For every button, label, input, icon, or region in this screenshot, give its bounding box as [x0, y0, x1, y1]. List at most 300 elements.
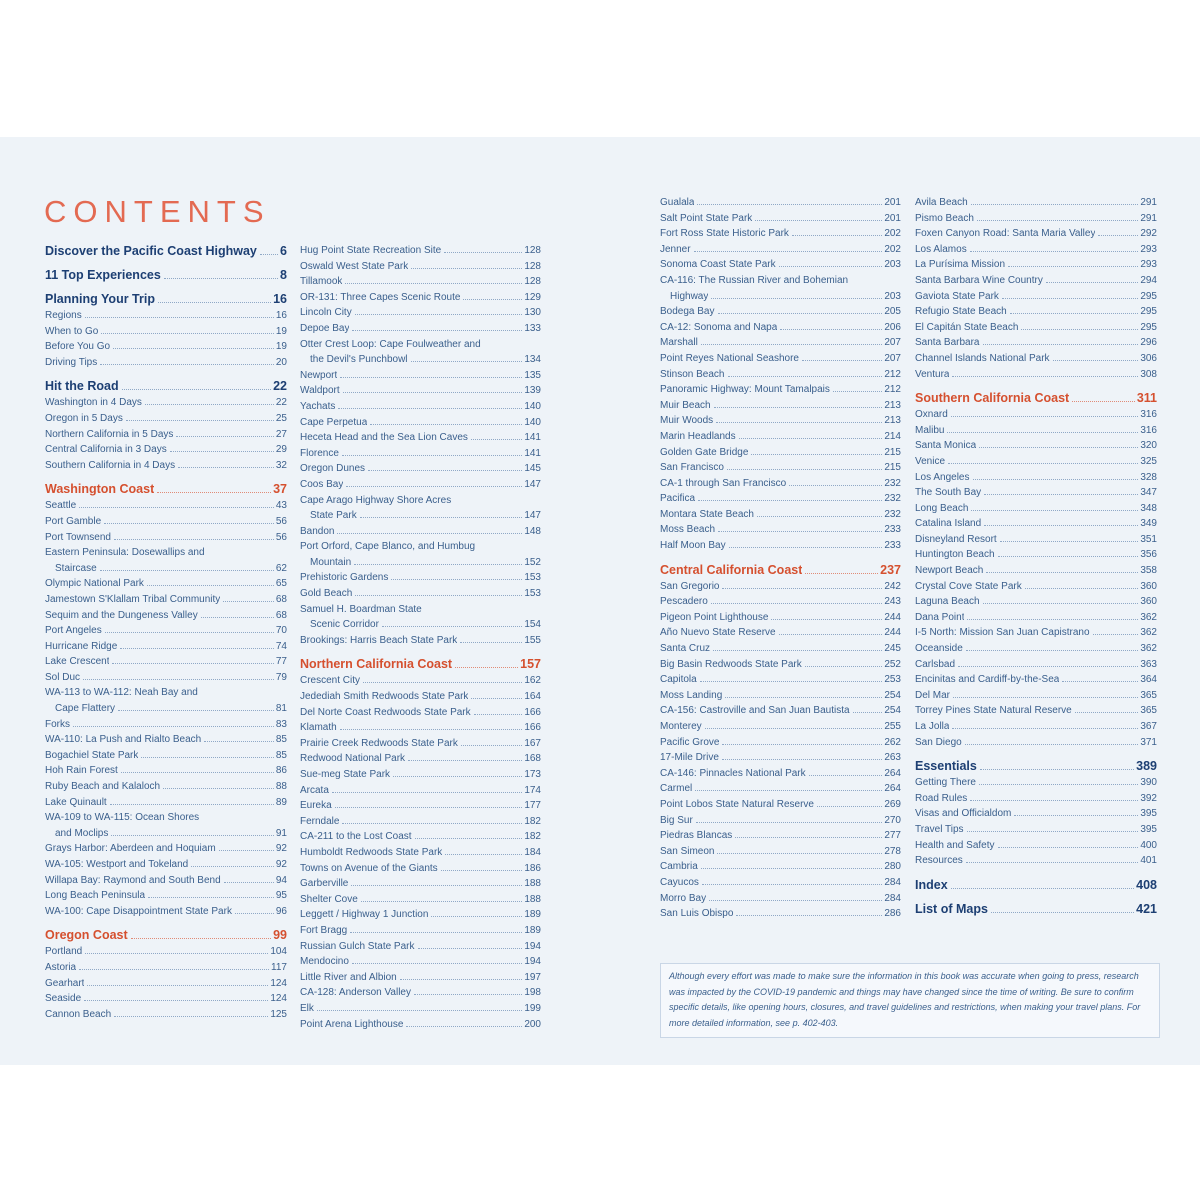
dot-leader [698, 500, 882, 501]
toc-entry-label: Dana Point [915, 611, 965, 623]
toc-entry-label: Grays Harbor: Aberdeen and Hoquiam [45, 843, 216, 855]
dot-leader [170, 451, 274, 452]
toc-entry [300, 861, 541, 877]
toc-entry-label: Santa Cruz [660, 643, 711, 655]
toc-entry [915, 641, 1157, 657]
dot-leader [342, 455, 522, 456]
dot-leader [951, 888, 1134, 889]
toc-page-number: 77 [275, 656, 287, 668]
toc-entry [300, 1017, 541, 1033]
toc-page-number: 91 [275, 827, 287, 839]
toc-entry-label: Visas and Officialdom [915, 808, 1012, 820]
toc-page-number: 166 [524, 706, 541, 718]
toc-entry-label: Regions [45, 310, 82, 321]
toc-page-number: 351 [1140, 533, 1157, 545]
toc-entry [915, 320, 1157, 336]
toc-entry [915, 532, 1157, 548]
toc-entry [45, 904, 287, 920]
toc-section-heading [45, 927, 287, 943]
toc-entry-label: Port Orford, Cape Blanco, and Humbug [300, 541, 476, 553]
toc-entry [660, 703, 901, 719]
toc-page-number: 395 [1140, 823, 1157, 835]
toc-entry-label: Disneyland Resort [915, 533, 997, 545]
toc-entry-label: Pescadero [660, 596, 708, 608]
toc-entry [45, 576, 287, 592]
toc-entry [660, 382, 901, 398]
dot-leader [87, 985, 268, 986]
toc-entry-label: Muir Woods [660, 415, 714, 427]
dot-leader [701, 868, 883, 869]
toc-entry [45, 701, 287, 717]
toc-entry-label: Cape Arago Highway Shore Acres [300, 494, 452, 506]
toc-column-3 [660, 195, 901, 922]
toc-entry [45, 639, 287, 655]
toc-page-number: 233 [884, 540, 901, 552]
toc-page-number: 19 [275, 341, 287, 353]
toc-page-number: 20 [275, 356, 287, 368]
toc-entry-label: Jedediah Smith Redwoods State Park [300, 691, 469, 703]
toc-entry [300, 290, 541, 306]
toc-page-number: 356 [1140, 549, 1157, 561]
toc-entry [915, 335, 1157, 351]
dot-leader [79, 969, 269, 970]
covid-disclaimer-note: Although every effort was made to make sure the information in this book was accurate when going to press, research was impacted by the COVID-19 pandemic and things may have changed since the time of writing. Be sure to confirm specific details, like opening hours, closures, and travel guidelines and restrictions, when making your travel plans. For more detailed information, see p. 402-403. [660, 963, 1160, 1038]
toc-entry-label: Waldport [300, 385, 340, 397]
dot-leader [729, 547, 883, 548]
toc-entry-label: Gold Beach [300, 588, 353, 600]
toc-page-number: 360 [1140, 580, 1157, 592]
toc-page-number: 316 [1140, 424, 1157, 436]
dot-leader [415, 838, 523, 839]
toc-page-number: 188 [524, 878, 541, 890]
dot-leader [345, 283, 522, 284]
toc-page-number: 308 [1140, 368, 1157, 380]
toc-entry-label: Seaside [45, 993, 82, 1005]
toc-entry [45, 1007, 287, 1023]
toc-entry-label: Gearhart [45, 977, 85, 989]
toc-page-number: 70 [275, 625, 287, 637]
toc-entry-label: CA-12: Sonoma and Napa [660, 321, 778, 333]
toc-section-heading [45, 291, 287, 307]
toc-entry-label: Coos Bay [300, 478, 344, 490]
toc-entry-label: Travel Tips [915, 823, 964, 835]
dot-leader [83, 679, 274, 680]
toc-entry [915, 242, 1157, 258]
toc-page-number: 94 [275, 874, 287, 886]
toc-entry [300, 939, 541, 955]
toc-entry-label: Scenic Corridor [310, 619, 379, 631]
toc-entry-label: Portland [45, 946, 83, 958]
toc-entry [300, 876, 541, 892]
toc-entry-label: Bandon [300, 525, 335, 537]
toc-entry-label: Getting There [915, 777, 976, 789]
toc-page-number: 125 [270, 1008, 287, 1020]
toc-page-number: 244 [884, 611, 901, 623]
toc-entry-label: WA-110: La Push and Rialto Beach [45, 734, 202, 746]
toc-entry-label: Southern California Coast [915, 391, 1070, 406]
dot-leader [755, 220, 882, 221]
toc-entry [300, 508, 541, 524]
toc-entry-label: Pacifica [660, 493, 696, 505]
toc-entry-label: Morro Bay [660, 892, 707, 904]
dot-leader [780, 329, 882, 330]
toc-entry [660, 476, 901, 492]
toc-entry [915, 367, 1157, 383]
toc-entry [300, 602, 541, 618]
toc-entry-label: Crescent City [300, 675, 361, 687]
toc-entry-label: Samuel H. Boardman State [300, 603, 422, 615]
dot-leader [802, 360, 882, 361]
dot-leader [85, 317, 274, 318]
dot-leader [1025, 588, 1139, 589]
toc-entry-label: San Gregorio [660, 580, 720, 592]
toc-page-number: 269 [884, 798, 901, 810]
dot-leader [204, 741, 274, 742]
dot-leader [1014, 815, 1138, 816]
toc-entry [45, 717, 287, 733]
dot-leader [361, 901, 523, 902]
dot-leader [718, 531, 882, 532]
dot-leader [965, 744, 1139, 745]
toc-page-number: 182 [524, 815, 541, 827]
toc-entry [915, 775, 1157, 791]
toc-entry-label: The South Bay [915, 487, 982, 499]
toc-entry-label: San Francisco [660, 462, 724, 474]
dot-leader [718, 313, 883, 314]
dot-leader [141, 757, 273, 758]
toc-entry [300, 689, 541, 705]
dot-leader [382, 626, 522, 627]
toc-entry [300, 321, 541, 337]
toc-entry-label: Resources [915, 855, 963, 867]
toc-entry-label: Los Alamos [915, 243, 967, 255]
toc-page-number: 152 [524, 556, 541, 568]
toc-entry-label: Russian Gulch State Park [300, 940, 415, 952]
toc-page-number: 232 [884, 477, 901, 489]
dot-leader [352, 330, 522, 331]
toc-entry [915, 625, 1157, 641]
toc-entry-label: Ventura [915, 368, 950, 380]
toc-entry-label: OR-131: Three Capes Scenic Route [300, 291, 461, 303]
toc-page-number: 140 [524, 416, 541, 428]
dot-leader [105, 632, 274, 633]
toc-page-number: 237 [880, 562, 901, 577]
dot-leader [411, 361, 523, 362]
toc-entry-label: San Simeon [660, 845, 715, 857]
toc-entry-label: Jenner [660, 243, 691, 255]
dot-leader [694, 251, 883, 252]
toc-entry-label: Klamath [300, 722, 337, 734]
toc-entry [300, 352, 541, 368]
toc-entry [45, 339, 287, 355]
toc-entry [45, 427, 287, 443]
toc-entry-label: Cape Flattery [55, 703, 116, 715]
dot-leader [728, 376, 883, 377]
dot-leader [1000, 541, 1139, 542]
toc-entry-label: Gaviota State Park [915, 290, 999, 302]
dot-leader [833, 391, 882, 392]
toc-entry-label: Heceta Head and the Sea Lion Caves [300, 432, 468, 444]
dot-leader [235, 913, 274, 914]
toc-page-number: 367 [1140, 721, 1157, 732]
toc-page-number: 168 [524, 753, 541, 765]
toc-entry [300, 720, 541, 736]
toc-entry [300, 337, 541, 353]
toc-entry [915, 289, 1157, 305]
dot-leader [201, 617, 274, 618]
toc-entry [300, 383, 541, 399]
dot-leader [112, 663, 273, 664]
toc-page-number: 206 [884, 321, 901, 333]
toc-page-number: 19 [275, 325, 287, 337]
dot-leader [1046, 282, 1138, 283]
dot-leader [757, 516, 882, 517]
toc-entry-label: Cambria [660, 861, 698, 873]
dot-leader [463, 299, 522, 300]
dot-leader [1008, 266, 1138, 267]
toc-entry [660, 429, 901, 445]
toc-entry [45, 795, 287, 811]
toc-entry-label: Santa Barbara Wine Country [915, 274, 1043, 286]
toc-page-number: 296 [1140, 337, 1157, 349]
toc-page-number: 201 [884, 212, 901, 224]
toc-page-number: 280 [884, 861, 901, 873]
dot-leader [393, 776, 522, 777]
toc-page-number: 212 [884, 384, 901, 396]
dot-leader [474, 714, 523, 715]
toc-page-number: 371 [1140, 736, 1157, 748]
toc-page-number: 390 [1140, 777, 1157, 789]
toc-section-heading [915, 901, 1157, 917]
toc-entry-label: Panoramic Highway: Mount Tamalpais [660, 384, 830, 396]
toc-page-number: 134 [524, 354, 541, 366]
toc-entry [915, 257, 1157, 273]
toc-section-heading [45, 378, 287, 394]
toc-entry [300, 985, 541, 1001]
toc-entry [915, 791, 1157, 807]
toc-entry [45, 763, 287, 779]
toc-page-number: 85 [275, 749, 287, 761]
dot-leader [224, 882, 274, 883]
toc-entry [45, 841, 287, 857]
dot-leader [983, 603, 1139, 604]
toc-page-number: 198 [524, 987, 541, 999]
toc-page-number: 320 [1140, 440, 1157, 452]
dot-leader [948, 463, 1138, 464]
toc-entry [915, 806, 1157, 822]
dot-leader [157, 492, 271, 493]
toc-page-number: 252 [884, 658, 901, 670]
dot-leader [431, 916, 522, 917]
dot-leader [952, 728, 1138, 729]
toc-entry-label: List of Maps [915, 901, 988, 916]
toc-entry [660, 657, 901, 673]
toc-page-number: 194 [524, 956, 541, 968]
toc-entry [300, 736, 541, 752]
toc-section-heading [915, 390, 1157, 406]
dot-leader [1002, 298, 1138, 299]
toc-entry [660, 242, 901, 258]
toc-entry [45, 514, 287, 530]
toc-entry-label: Otter Crest Loop: Cape Foulweather and [300, 338, 481, 350]
toc-entry [300, 954, 541, 970]
toc-page-number: 153 [524, 572, 541, 584]
dot-leader [952, 376, 1138, 377]
toc-section-heading [660, 562, 901, 578]
toc-page-number: 37 [273, 482, 287, 497]
toc-entry [915, 273, 1157, 289]
toc-entry [660, 257, 901, 273]
toc-entry [915, 351, 1157, 367]
toc-page-number: 364 [1140, 674, 1157, 686]
dot-leader [121, 772, 274, 773]
dot-leader [363, 682, 522, 683]
dot-leader [351, 885, 522, 886]
toc-page-number: 29 [275, 444, 287, 456]
toc-page-number: 212 [884, 368, 901, 380]
toc-entry [45, 608, 287, 624]
toc-entry [300, 415, 541, 431]
dot-leader [342, 823, 522, 824]
toc-entry-label: Muir Beach [660, 399, 711, 411]
toc-entry-label: Eureka [300, 800, 332, 812]
toc-page-number: 174 [524, 784, 541, 796]
toc-entry [915, 516, 1157, 532]
toc-entry-label: WA-100: Cape Disappointment State Park [45, 905, 232, 917]
toc-entry [300, 493, 541, 509]
toc-page-number: 232 [884, 508, 901, 520]
dot-leader [360, 517, 523, 518]
toc-entry [660, 304, 901, 320]
toc-entry-label: Elk [300, 1002, 314, 1014]
toc-entry [660, 781, 901, 797]
toc-entry-label: Lake Quinault [45, 796, 107, 808]
toc-entry-label: Brookings: Harris Beach State Park [300, 634, 458, 646]
toc-entry-label: Little River and Albion [300, 971, 397, 983]
toc-entry-label: Avila Beach [915, 197, 968, 208]
dot-leader [114, 539, 274, 540]
toc-page-number: 362 [1140, 627, 1157, 639]
toc-entry-label: When to Go [45, 325, 99, 337]
toc-entry [300, 1001, 541, 1017]
dot-leader [709, 900, 882, 901]
toc-page-number: 56 [275, 531, 287, 543]
dot-leader [317, 1010, 522, 1011]
toc-entry-label: Sol Duc [45, 671, 81, 683]
toc-page-number: 25 [275, 412, 287, 424]
toc-page-number: 365 [1140, 689, 1157, 701]
dot-leader [958, 666, 1138, 667]
toc-entry-label: Hurricane Ridge [45, 640, 118, 652]
toc-entry-label: Staircase [55, 562, 97, 574]
toc-page-number: 16 [273, 292, 287, 306]
toc-page-number: 358 [1140, 565, 1157, 577]
toc-entry [45, 623, 287, 639]
toc-entry-label: Monterey [660, 721, 702, 732]
toc-entry-label: Oswald West State Park [300, 260, 409, 272]
toc-entry [300, 970, 541, 986]
dot-leader [163, 788, 274, 789]
toc-entry-label: State Park [310, 510, 357, 522]
dot-leader [966, 650, 1139, 651]
toc-page-number: 197 [524, 971, 541, 983]
toc-entry [915, 838, 1157, 854]
toc-entry-label: Santa Barbara [915, 337, 980, 349]
toc-entry [915, 853, 1157, 869]
toc-entry [660, 579, 901, 595]
dot-leader [792, 235, 882, 236]
toc-entry-label: Moss Landing [660, 689, 723, 701]
toc-entry [45, 944, 287, 960]
toc-entry [915, 735, 1157, 751]
toc-entry-label: Northern California in 5 Days [45, 428, 174, 440]
toc-page-number: 68 [275, 593, 287, 605]
toc-page-number: 68 [275, 609, 287, 621]
toc-entry-label: the Devil's Punchbowl [310, 354, 408, 366]
toc-page-number: 242 [884, 580, 901, 592]
toc-entry-label: WA-109 to WA-115: Ocean Shores [45, 812, 200, 824]
dot-leader [147, 585, 274, 586]
toc-entry [660, 844, 901, 860]
toc-entry-label: Encinitas and Cardiff-by-the-Sea [915, 674, 1060, 686]
dot-leader [951, 416, 1139, 417]
toc-entry [915, 423, 1157, 439]
dot-leader [85, 953, 268, 954]
dot-leader [455, 667, 518, 668]
toc-page-number: 203 [884, 290, 901, 302]
toc-page-number: 56 [275, 515, 287, 527]
toc-entry-label: Sue-meg State Park [300, 769, 391, 780]
dot-leader [332, 792, 522, 793]
dot-leader [164, 278, 278, 279]
toc-entry [660, 641, 901, 657]
toc-section-heading [915, 758, 1157, 774]
toc-entry [300, 259, 541, 275]
toc-page-number: 244 [884, 627, 901, 639]
toc-entry-label: Lincoln City [300, 307, 352, 319]
dot-leader [408, 760, 522, 761]
toc-entry-label: Newport [300, 369, 338, 381]
toc-section-heading [45, 267, 287, 283]
dot-leader [343, 392, 523, 393]
toc-entry [45, 411, 287, 427]
toc-entry [915, 195, 1157, 211]
toc-page-number: 189 [524, 909, 541, 921]
toc-entry-label: Health and Safety [915, 839, 995, 851]
dot-leader [971, 510, 1138, 511]
toc-column-1 [45, 243, 287, 1022]
toc-entry [915, 563, 1157, 579]
toc-entry-label: Sonoma Coast State Park [660, 259, 776, 271]
toc-page-number: 148 [524, 525, 541, 537]
toc-entry-label: CA-156: Castroville and San Juan Bautista [660, 705, 850, 717]
toc-entry-label: Cayucos [660, 876, 699, 888]
toc-entry [660, 875, 901, 891]
toc-entry-label: Willapa Bay: Raymond and South Bend [45, 874, 221, 886]
toc-entry-label: Highway [670, 290, 709, 302]
toc-entry-label: Lake Crescent [45, 656, 110, 668]
dot-leader [713, 650, 882, 651]
dot-leader [751, 454, 882, 455]
toc-entry-label: Ferndale [300, 815, 340, 827]
dot-leader [445, 854, 522, 855]
toc-entry-label: Los Angeles [915, 471, 970, 483]
toc-page-number: 133 [524, 322, 541, 334]
dot-leader [967, 619, 1138, 620]
toc-entry [45, 592, 287, 608]
toc-entry-label: Del Mar [915, 689, 951, 701]
dot-leader [998, 847, 1139, 848]
